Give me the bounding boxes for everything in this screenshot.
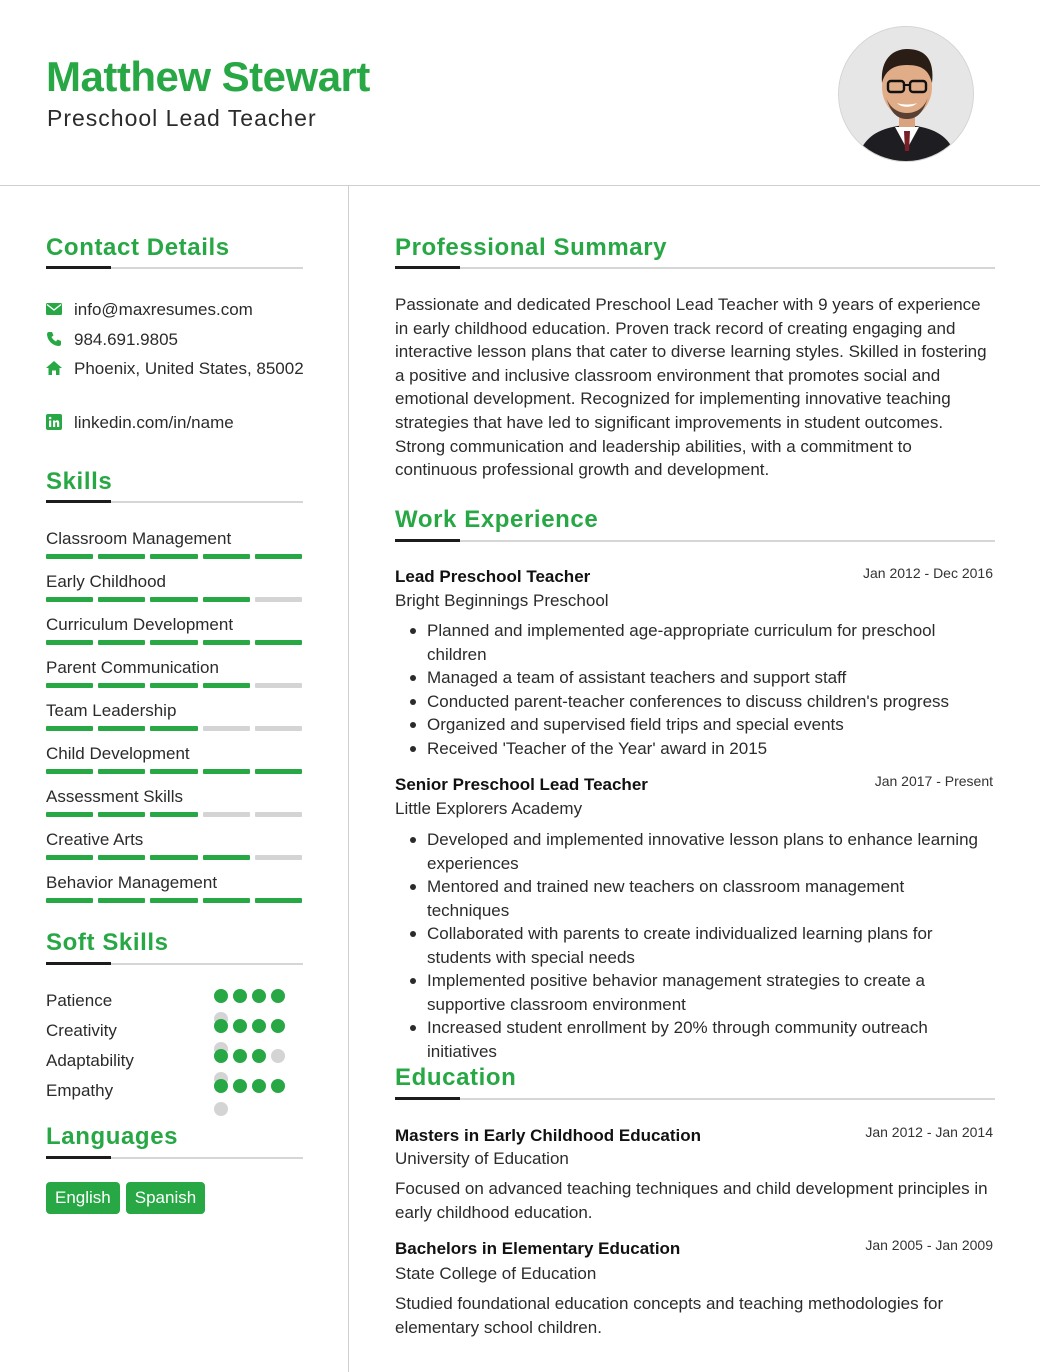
skill-level-bar [46,597,302,602]
linkedin-icon [46,414,62,430]
rating-dot-filled [252,1019,266,1033]
skill-label: Behavior Management [46,873,218,892]
rating-dot-filled [271,989,285,1003]
skill-level-filled [150,812,197,817]
skill-level-filled [98,855,145,860]
languages-heading: Languages [46,1123,179,1150]
summary-text: Passionate and dedicated Preschool Lead Teacher with 9 years of experience in early childhood education. Proven track record of creating engaging and interactive lesson plans that cater to diverse learning styles. Skilled in fostering a positive and inclusive classroom environment that promotes social and emotional development. Recognized for implementing innovative teaching strategies that have led to significant improvements in student outcomes. Strong communication and leadership abilities, with a commitment to continuous professional growth and development. [395,295,987,480]
skill-item [46,743,302,765]
skill-level-empty [255,812,302,817]
rating-dot-empty [271,1049,285,1063]
skill-level-bar [46,726,302,731]
job-employer: Little Explorers Academy [395,799,583,818]
skill-level-filled [150,683,197,688]
contact-heading: Contact Details [46,234,230,261]
skill-level-filled [46,683,93,688]
education-school: University of Education [395,1149,569,1168]
job-bullet: Conducted parent-teacher conferences to discuss children's progress [395,690,985,714]
heading-accent [395,266,460,269]
skill-level-filled [46,554,93,559]
skill-level-filled [98,812,145,817]
skill-level-empty [255,855,302,860]
skill-level-filled [150,554,197,559]
skill-level-filled [150,855,197,860]
heading-accent [46,266,111,269]
job-bullet: Implemented positive behavior management strategies to create a supportive classroom environment [395,969,985,1016]
rating-dot-filled [233,989,247,1003]
skill-item [46,700,302,722]
job-bullet: Increased student enrollment by 20% through community outreach initiatives [395,1016,985,1063]
skill-level-filled [150,898,197,903]
education-description: Focused on advanced teaching techniques and child development principles in early childhood education. [395,1179,988,1222]
education-degree: Bachelors in Elementary Education [395,1239,681,1258]
skill-item [46,657,302,679]
skill-level-filled [203,855,250,860]
skill-level-filled [150,597,197,602]
skill-label: Assessment Skills [46,787,183,806]
rating-dot-filled [271,1079,285,1093]
home-icon [46,360,62,376]
contact-linkedin-text[interactable]: linkedin.com/in/name [74,413,234,432]
envelope-icon [46,301,62,317]
job-bullet: Received 'Teacher of the Year' award in 2015 [395,737,985,761]
education-description: Studied foundational education concepts and teaching methodologies for elementary school children. [395,1294,944,1337]
resume-header [0,0,1040,186]
skill-level-filled [203,640,250,645]
skill-level-empty [203,812,250,817]
job-bullet: Organized and supervised field trips and special events [395,713,985,737]
profile-photo-image [839,27,974,162]
column-divider [348,186,349,1372]
rating-dot-filled [252,989,266,1003]
job-bullet: Collaborated with parents to create individualized learning plans for students with special needs [395,922,985,969]
soft-skill-label: Creativity [46,1021,117,1040]
rating-dot-filled [214,1049,228,1063]
skill-level-filled [98,640,145,645]
skill-item [46,829,302,851]
soft-skill-label: Empathy [46,1081,114,1100]
skill-item [46,614,302,636]
job-dates: Jan 2012 - Dec 2016 [863,565,993,581]
skill-level-filled [98,769,145,774]
skill-level-filled [203,683,250,688]
job-bullet: Planned and implemented age-appropriate curriculum for preschool children [395,619,985,666]
skill-label: Curriculum Development [46,615,234,634]
job-dates: Jan 2017 - Present [874,773,993,789]
skills-heading: Skills [46,468,113,495]
skill-level-bar [46,640,302,645]
heading-accent [395,539,460,542]
skill-item [46,786,302,808]
skill-level-empty [203,726,250,731]
job-bullet: Managed a team of assistant teachers and support staff [395,666,985,690]
summary-heading: Professional Summary [395,234,668,261]
rating-dot-filled [233,1079,247,1093]
skill-level-filled [98,597,145,602]
profile-photo [838,26,974,162]
skill-level-filled [255,769,302,774]
job-role: Senior Preschool Lead Teacher [395,775,648,794]
job-employer: Bright Beginnings Preschool [395,591,609,610]
soft-skill-item [46,989,302,1013]
languages-heading-rule [46,1157,303,1159]
skill-level-filled [46,898,93,903]
rating-dot-filled [233,1019,247,1033]
skill-label: Child Development [46,744,190,763]
skill-level-bar [46,554,302,559]
contact-phone-text: 984.691.9805 [74,330,178,349]
skill-level-filled [255,554,302,559]
skill-level-empty [255,683,302,688]
rating-dot-filled [252,1049,266,1063]
skill-level-bar [46,769,302,774]
skill-level-filled [46,726,93,731]
education-header [395,1124,995,1148]
language-tag: English [46,1182,120,1214]
skill-label: Creative Arts [46,830,144,849]
skill-label: Team Leadership [46,701,177,720]
skill-level-bar [46,812,302,817]
job-header [395,773,995,797]
soft-skills-heading: Soft Skills [46,929,169,956]
skill-level-filled [150,726,197,731]
rating-dot-filled [214,1079,228,1093]
skill-item [46,528,302,550]
summary-heading-rule [395,267,995,269]
skill-level-filled [46,769,93,774]
rating-dot-filled [252,1079,266,1093]
job-bullets [395,828,985,1063]
education-heading: Education [395,1064,517,1091]
job-bullet: Mentored and trained new teachers on classroom management techniques [395,875,985,922]
job-role: Lead Preschool Teacher [395,567,591,586]
soft-skill-item [46,1049,302,1073]
skill-label: Early Childhood [46,572,167,591]
contact-heading-rule [46,267,303,269]
education-degree: Masters in Early Childhood Education [395,1126,702,1145]
skill-level-filled [150,769,197,774]
skill-level-empty [255,726,302,731]
soft-skills-heading-rule [46,963,303,965]
soft-skill-item [46,1019,302,1043]
education-header [395,1237,995,1261]
skill-item [46,571,302,593]
skill-level-filled [98,898,145,903]
languages-list [46,1182,205,1214]
contact-email-text: info@maxresumes.com [74,300,253,319]
heading-accent [46,962,111,965]
rating-dot-filled [214,989,228,1003]
education-heading-rule [395,1098,995,1100]
language-tag: Spanish [126,1182,205,1214]
experience-heading: Work Experience [395,506,599,533]
contact-address-text: Phoenix, United States, 85002 [74,359,304,378]
heading-accent [46,500,111,503]
skill-level-filled [255,898,302,903]
education-dates: Jan 2012 - Jan 2014 [865,1124,993,1140]
soft-skill-item [46,1079,302,1103]
skill-label: Parent Communication [46,658,219,677]
heading-accent [395,1097,460,1100]
heading-accent [46,1156,111,1159]
skill-level-bar [46,683,302,688]
education-school: State College of Education [395,1264,597,1283]
job-bullets [395,619,985,760]
rating-dot-filled [233,1049,247,1063]
skill-level-filled [46,640,93,645]
skill-item [46,872,302,894]
job-header [395,565,995,589]
skill-level-filled [203,597,250,602]
phone-icon [46,331,62,347]
skill-level-filled [255,640,302,645]
skill-level-filled [150,640,197,645]
skill-level-filled [203,554,250,559]
skill-level-filled [98,683,145,688]
skill-level-filled [203,898,250,903]
soft-skill-label: Adaptability [46,1051,134,1070]
skill-level-filled [203,769,250,774]
candidate-title: Preschool Lead Teacher [47,105,317,131]
skill-level-filled [98,726,145,731]
experience-heading-rule [395,540,995,542]
skills-heading-rule [46,501,303,503]
skill-level-bar [46,855,302,860]
soft-skill-rating [214,1079,289,1121]
education-dates: Jan 2005 - Jan 2009 [865,1237,993,1253]
rating-dot-empty [214,1102,228,1116]
skill-label: Classroom Management [46,529,232,548]
skill-level-empty [255,597,302,602]
skill-level-filled [46,812,93,817]
skill-level-filled [98,554,145,559]
rating-dot-filled [214,1019,228,1033]
rating-dot-filled [271,1019,285,1033]
skill-level-bar [46,898,302,903]
skill-level-filled [46,855,93,860]
candidate-name: Matthew Stewart [46,53,370,100]
job-bullet: Developed and implemented innovative lesson plans to enhance learning experiences [395,828,985,875]
skill-level-filled [46,597,93,602]
soft-skill-label: Patience [46,991,113,1010]
